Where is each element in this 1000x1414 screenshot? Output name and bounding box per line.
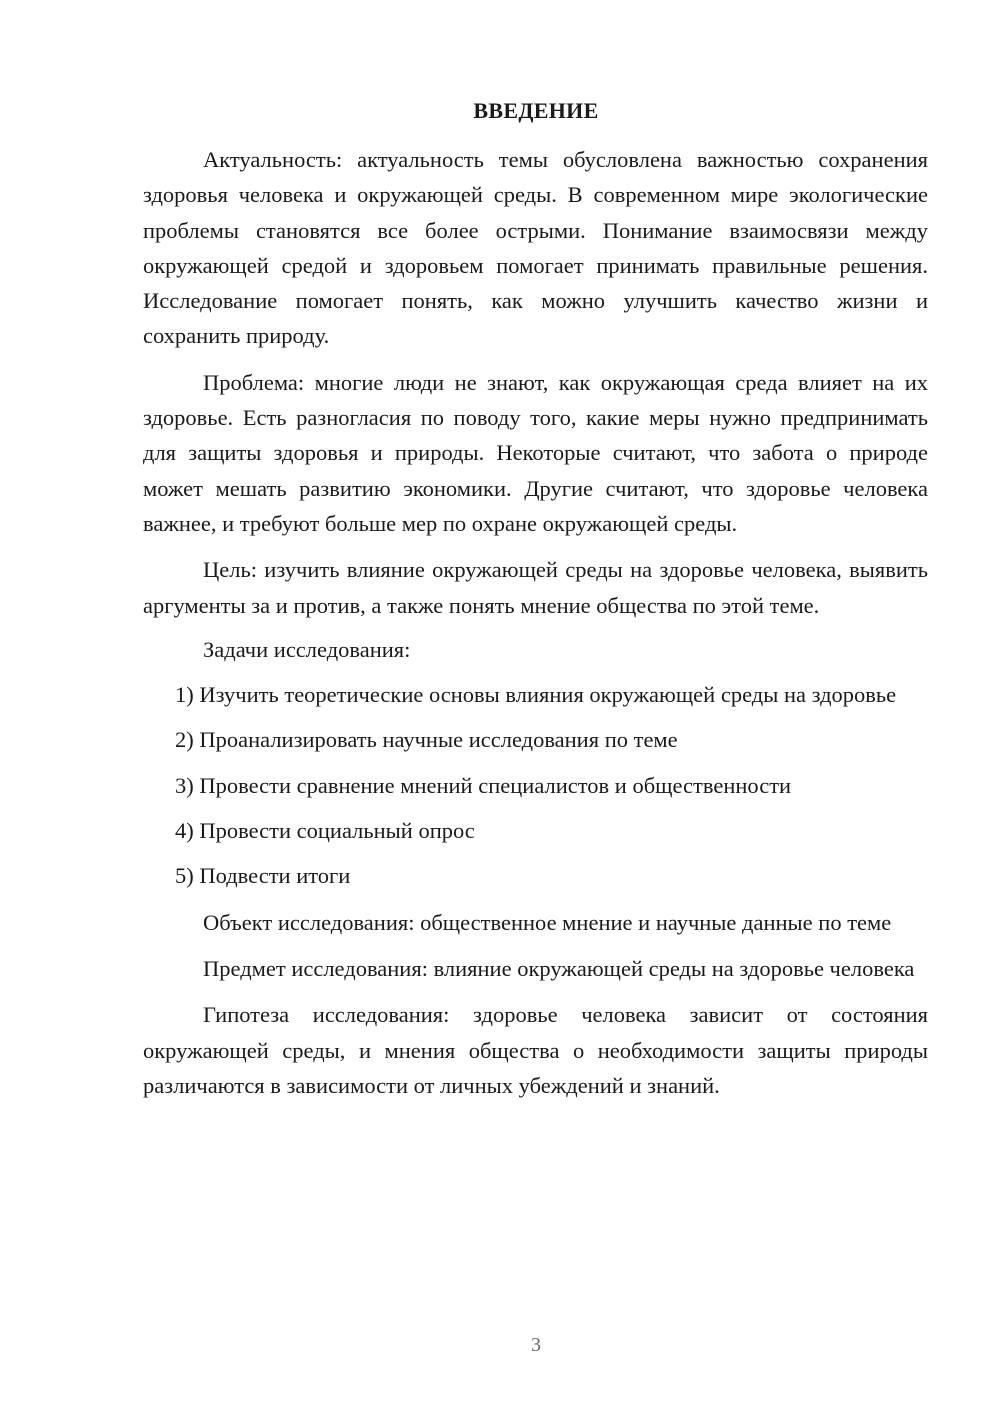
tasks-list — [143, 677, 928, 893]
document-body — [143, 142, 928, 1103]
paragraph-relevance: Актуальность: актуальность темы обусловлена важностью сохранения здоровья человека и окружающей среды. В современном мире экологические проблемы становятся все более острыми. Понимание взаимосвязи между окружающей средой и здоровьем помогает принимать правильные решения. Исследование помогает понять, как можно улучшить качество жизни и сохранить природу. — [143, 147, 928, 349]
section-title: ВВЕДЕНИЕ — [473, 98, 599, 123]
list-item: 2) Проанализировать научные исследования по теме — [175, 727, 678, 753]
tasks-heading: Задачи исследования: — [203, 636, 411, 662]
paragraph-problem: Проблема: многие люди не знают, как окружающая среда влияет на их здоровье. Есть разногласия по поводу того, какие меры нужно предпринимать для защиты здоровья и природы. Некоторые считают, что забота о природе может мешать развитию экономики. Другие считают, что здоровье человека важнее, и требуют больше мер по охране окружающей среды. — [143, 369, 928, 536]
paragraph-hypothesis: Гипотеза исследования: здоровье человека зависит от состояния окружающей среды, и мнения общества о необходимости защиты природы различаются в зависимости от личных убеждений и знаний. — [143, 1002, 928, 1098]
list-item: 1) Изучить теоретические основы влияния окружающей среды на здоровье — [175, 682, 897, 708]
list-item: 5) Подвести итоги — [175, 863, 351, 889]
paragraph-goal: Цель: изучить влияние окружающей среды на здоровье человека, выявить аргументы за и против, а также понять мнение общества по этой теме. — [143, 557, 928, 618]
list-item: 4) Провести социальный опрос — [175, 818, 475, 844]
page-number: 3 — [531, 1334, 541, 1356]
list-item: 3) Провести сравнение мнений специалистов и общественности — [175, 772, 792, 798]
paragraph-object: Объект исследования: общественное мнение и научные данные по теме — [203, 909, 892, 935]
paragraph-subject: Предмет исследования: влияние окружающей среды на здоровье человека — [203, 955, 915, 981]
